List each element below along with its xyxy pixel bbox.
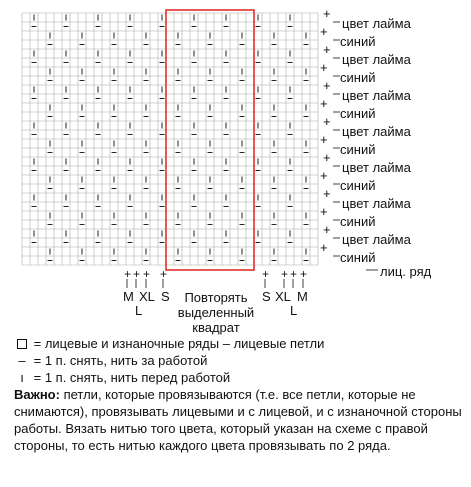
row-marker: + [320,240,328,255]
row-marker: + [323,222,331,237]
row-marker: + [323,114,331,129]
plus-marker: + [143,267,151,281]
row-marker: + [320,204,328,219]
vertical-bar-symbol-icon: ı [20,370,24,385]
dash-symbol-icon: – [18,353,26,368]
bottom-row-label: лиц. ряд [380,264,432,279]
size-label-m-left: M [123,289,134,304]
empty-square-icon [17,339,27,349]
row-marker: + [323,78,331,93]
row-color-label: цвет лайма [342,52,411,67]
size-label-s-left: S [161,289,170,304]
row-marker: + [323,150,331,165]
row-marker: + [323,6,331,21]
row-color-label: цвет лайма [342,196,411,211]
note-text: петли, которые провязываются (т.е. все петли, которые не снимаются), провязывать лицевыми и с лицевой, и с изнаночной стороны работы. Вязать нитью того цвета, который указан на схеме с правой стороны, то есть нитью каждого цвета провязывать по 2 ряда. [14,387,462,453]
legend-text: = лицевые и изнаночные ряды – лицевые петли [33,336,325,351]
row-color-label: цвет лайма [342,16,411,31]
legend-item-slip-back [14,353,207,368]
plus-marker: + [124,267,132,281]
plus-marker: + [290,267,298,281]
row-marker: + [323,186,331,201]
row-marker: + [320,96,328,111]
row-color-label: синий [340,106,376,121]
row-color-label: синий [340,250,376,265]
row-color-label: цвет лайма [342,88,411,103]
plus-marker: + [133,267,141,281]
size-label-s-right: S [262,289,271,304]
row-color-label: синий [340,178,376,193]
legend-text: = 1 п. снять, нить перед работой [33,370,231,385]
size-label-xl-right: XL [275,289,291,304]
plus-marker: + [160,267,168,281]
size-label-m-right: M [297,289,308,304]
row-color-label: цвет лайма [342,232,411,247]
repeat-caption: Повторять выделенный квадрат [177,290,255,335]
row-color-label: синий [340,34,376,49]
row-marker: + [320,24,328,39]
size-label-xl-left: XL [139,289,155,304]
row-marker: + [320,60,328,75]
plus-marker: + [262,267,270,281]
legend-item-knit [14,336,324,351]
plus-marker: + [281,267,289,281]
plus-marker: + [300,267,308,281]
row-marker: + [320,168,328,183]
row-color-label: цвет лайма [342,160,411,175]
row-color-label: синий [340,142,376,157]
row-color-label: синий [340,214,376,229]
row-marker: + [320,132,328,147]
legend-item-slip-front [14,370,230,385]
legend-text: = 1 п. снять, нить за работой [33,353,208,368]
note-title: Важно: [14,387,60,402]
row-color-label: цвет лайма [342,124,411,139]
size-label-l-right: L [290,303,298,318]
row-color-label: синий [340,70,376,85]
size-label-l-left: L [135,303,143,318]
row-marker: + [323,42,331,57]
important-note [14,386,466,454]
